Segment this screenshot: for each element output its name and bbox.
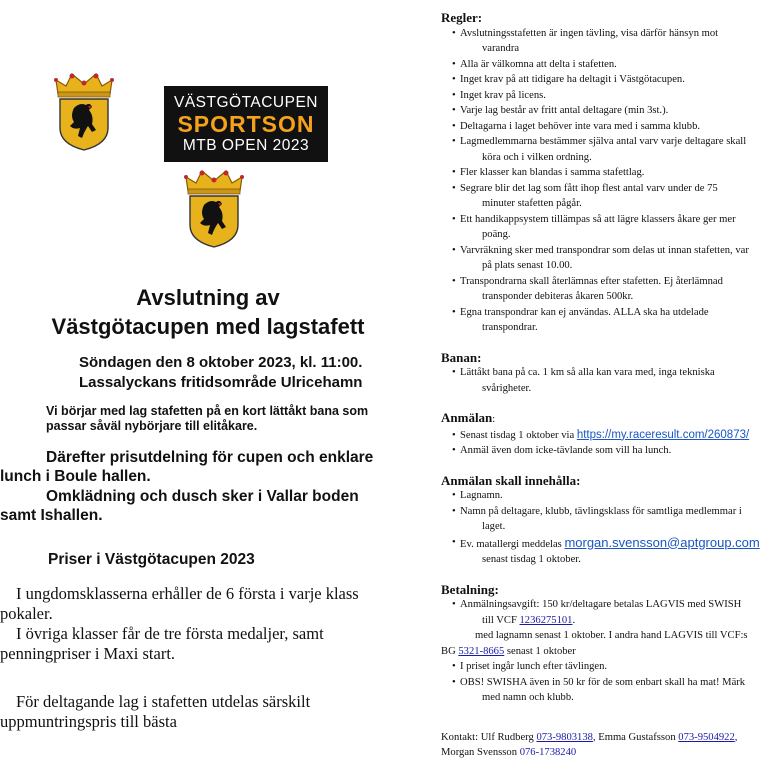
track-heading: Banan: (441, 349, 482, 365)
youth-prizes-line-2: pokaler. (0, 604, 53, 623)
logo-line-3: MTB OPEN 2023 (182, 137, 310, 154)
content-item: • Namn på deltagare, klubb, tävlingsklass för samtliga medlemmar i laget. (452, 505, 742, 532)
prize-ceremony-line-1: Därefter prisutdelning för cupen och enklare (46, 449, 374, 466)
rule-item: • Varvräkning sker med transpondrar som delas ut innan stafetten, var på plats senast 10.00. (452, 244, 749, 271)
vastgotacupen-logo (164, 86, 328, 162)
prize-ceremony-line-2: lunch i Boule hallen. (0, 468, 151, 485)
rule-item: • Fler klasser kan blandas i samma stafettlag. (452, 167, 645, 178)
logo-line-1: VÄSTGÖTACUPEN (173, 94, 318, 111)
rule-item: • Alla är välkomna att delta i stafetten. (452, 58, 617, 70)
youth-prizes-line-1: I ungdomsklasserna erhåller de 6 första i varje klass (16, 584, 359, 603)
contact-line-1: Kontakt: Ulf Rudberg 073-9803138, Emma Gustafsson 073-9504922, (441, 731, 738, 743)
signup-item: • Anmäl även dom icke-tävlande som vill ha lunch. (452, 445, 672, 456)
payment-heading: Betalning: (441, 581, 499, 597)
rule-item: • Ett handikappsystem tillämpas så att lägre klassers åkare ger mer poäng. (452, 213, 736, 240)
coat-of-arms-icon-left (52, 72, 116, 150)
content-item: • Ev. matallergi meddelas morgan.svensson@aptgroup.com senast tisdag 1 oktober. (452, 534, 760, 565)
track-item: • Lättåkt bana på ca. 1 km så alla kan vara med, inga tekniska svårigheter. (452, 367, 715, 394)
intro-line-1: Vi börjar med lag stafetten på en kort lättåkt bana som (46, 404, 369, 418)
other-prizes-line-1: I övriga klasser får de tre första medaljer, samt (16, 624, 324, 643)
payment-list (441, 597, 777, 628)
payment-list-2 (441, 659, 777, 706)
intro-line-2: passar såväl nybörjare till elitåkare. (46, 419, 258, 433)
event-date: Söndagen den 8 oktober 2023, kl. 11:00. (79, 354, 363, 371)
payment-item: • I priset ingår lunch efter tävlingen. (452, 661, 608, 672)
changing-line-1: Omklädning och dusch sker i Vallar boden (46, 488, 359, 505)
phone-emma-link[interactable]: 073-9504922 (678, 731, 735, 743)
rule-item: • Inget krav på att tidigare ha deltagit i Västgötacupen. (452, 74, 685, 85)
raceresult-link[interactable]: https://my.raceresult.com/260873/ (576, 428, 750, 441)
phone-ulf-link[interactable]: 073-9803138 (536, 731, 593, 743)
team-prize-line-2: uppmuntringspris till bästa (0, 712, 177, 731)
rule-item: • Deltagarna i laget behöver inte vara med i samma klubb. (452, 120, 701, 132)
payment-item: • OBS! SWISHA även in 50 kr för de som enbart skall ha mat! Märk med namn och klubb. (452, 676, 746, 703)
coat-of-arms-icon-center (182, 166, 246, 244)
track-list (441, 365, 777, 396)
content-item: • Lagnamn. (452, 490, 503, 501)
signup-item: • Senast tisdag 1 oktober via https://my.raceresult.com/260873/ (452, 428, 750, 441)
bg-number-link[interactable]: 5321-8665 (458, 645, 505, 657)
rules-heading: Regler: (441, 10, 483, 25)
signup-list (441, 428, 777, 459)
rule-item: • Varje lag består av fritt antal deltagare (min 3st.). (452, 105, 669, 116)
rule-item: • Transpondrarna skall återlämnas efter stafetten. Ej återlämnad transponder debiteras åkaren 500kr. (452, 275, 723, 302)
prizes-heading: Priser i Västgötacupen 2023 (48, 551, 255, 568)
team-prize-line-1: För deltagande lag i stafetten utdelas särskilt (16, 692, 311, 711)
signup-heading: Anmälan: (441, 410, 496, 425)
rule-item: • Lagmedlemmarna bestämmer själva antal varv varje deltagare skall köra och i vilken ordning. (452, 136, 747, 163)
info-column (441, 10, 777, 761)
payment-line-3: med lagnamn senast 1 oktober. I andra hand LAGVIS till VCF:s (475, 630, 748, 641)
phone-morgan: 076-1738240 (519, 747, 577, 758)
rule-item: • Inget krav på licens. (452, 89, 546, 101)
rule-item: • Avslutningsstafetten är ingen tävling, visa därför hänsyn mot varandra (452, 27, 719, 54)
logo-line-2: SPORTSON (177, 111, 315, 137)
signup-content-list (441, 488, 777, 568)
email-link[interactable]: morgan.svensson@aptgroup.com (564, 534, 760, 550)
swish-number-link[interactable]: 1236275101 (519, 614, 573, 626)
payment-bg-line: BG 5321-8665 senast 1 oktober (441, 645, 576, 657)
contact-line-2: Morgan Svensson 076-1738240 (441, 747, 577, 758)
other-prizes-line-2: penningpriser i Maxi start. (0, 644, 176, 663)
event-title-line-2: Västgötacupen med lagstafett (51, 314, 365, 339)
rule-item: • Egna transpondrar kan ej användas. ALLA ska ha utdelade transpondrar. (452, 306, 709, 333)
payment-item: • Anmälningsavgift: 150 kr/deltagare betalas LAGVIS med SWISH till VCF 1236275101. (452, 599, 742, 626)
rules-list (441, 26, 777, 336)
event-venue: Lassalyckans fritidsområde Ulricehamn (79, 374, 363, 391)
rule-item: • Segrare blir det lag som fått ihop flest antal varv under de 75 minuter stafetten pågår. (452, 182, 718, 209)
event-title-line-1: Avslutning av (136, 285, 280, 310)
signup-content-heading: Anmälan skall innehålla: (441, 472, 581, 488)
changing-line-2: samt Ishallen. (0, 507, 103, 524)
